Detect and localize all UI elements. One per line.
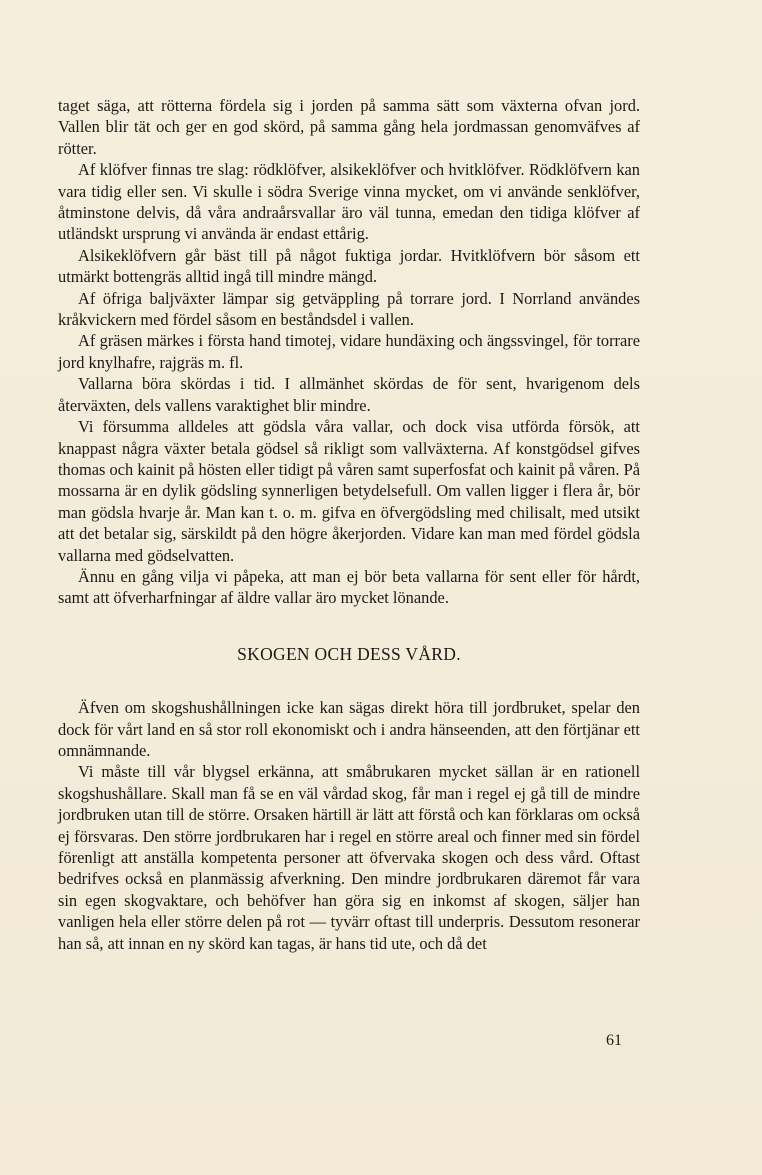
paragraph: Vallarna böra skördas i tid. I allmänhet skördas de för sent, hvarigenom dels återväxten, dels vallens varaktighet blir mindre. [58,374,640,415]
paragraph: Äfven om skogshushållningen icke kan sägas direkt höra till jordbruket, spelar den dock för vårt land en så stor roll ekonomiskt och i andra hänseenden, att den förtjänar ett omnämnande. [58,698,640,760]
section-body [58,697,640,954]
paragraph: Vi försumma alldeles att gödsla våra vallar, och dock visa utförda försök, att knappast några växter betala gödsel så rikligt som vallväxterna. Af konstgödsel gifves thomas och kainit på hösten eller tidigt på våren samt superfosfat och kainit på våren. På mossarna är en dylik gödsling synnerligen betydelsefull. Om vallen ligger i flera år, bör man gödsla hvarje år. Man kan t. o. m. gifva en öfvergödsling med chilisalt, med utsikt att det betalar sig, särskildt på den högre åkerjorden. Vidare kan man med fördel gödsla vallarna med gödselvatten. [58,417,640,565]
section-heading: SKOGEN OCH DESS VÅRD. [237,643,461,664]
paragraph: Af klöfver finnas tre slag: rödklöfver, alsikeklöfver och hvitklöfver. Rödklöfvern kan vara tidig eller sen. Vi skulle i södra Sverige vinna mycket, om vi använde senklöfver, åtminstone delvis, då våra andraårsvallar äro väl tunna, emedan den tidiga klöfver af utländskt ursprung vi använda är endast ettårig. [58,160,640,244]
paragraph: Ännu en gång vilja vi påpeka, att man ej bör beta vallarna för sent eller för hårdt, samt att öfverharfningar af äldre vallar äro mycket lönande. [58,566,640,608]
paragraph: Vi måste till vår blygsel erkänna, att småbrukaren mycket sällan är en rationell skogshushållare. Skall man få se en väl vårdad skog, får man i regel ej gå till de mindre jordbruken utan till de större. Orsaken härtill är lätt att förstå och kan förklaras om också ej försvaras. Den större jordbrukaren har i regel en större areal och finner med sin fördel förenligt att anställa kompetenta personer att öfvervaka skogen och dess vård. Oftast bedrifves också en planmässig afverkning. Den mindre jordbrukaren däremot får vara sin egen skogvaktare, och behöfver han göra sig en inkomst af skogen, säljer han vanligen hela eller större delen på rot — tyvärr oftast till underpris. Dessutom resonerar han så, att innan en ny skörd kan tagas, är hans tid ute, och då det [58,762,640,953]
paragraph: Af öfriga baljväxter lämpar sig getväppling på torrare jord. I Norrland användes kråkvickern med fördel såsom en beståndsdel i vallen. [58,288,640,330]
paragraph: taget säga, att rötterna fördela sig i jorden på samma sätt som växterna ofvan jord. Vallen blir tät och ger en god skörd, på samma gång hela jordmassan genomväfves af rötter. [58,96,640,158]
page-number: 61 [606,1032,622,1049]
paragraph: Alsikeklöfvern går bäst till på något fuktiga jordar. Hvitklöfvern bör såsom ett utmärkt bottengräs alltid ingå till mindre mängd. [58,245,640,287]
paragraph: Af gräsen märkes i första hand timotej, vidare hundäxing och ängssvingel, för torrare jord knylhafre, rajgräs m. fl. [58,331,640,372]
body-text [58,95,640,954]
